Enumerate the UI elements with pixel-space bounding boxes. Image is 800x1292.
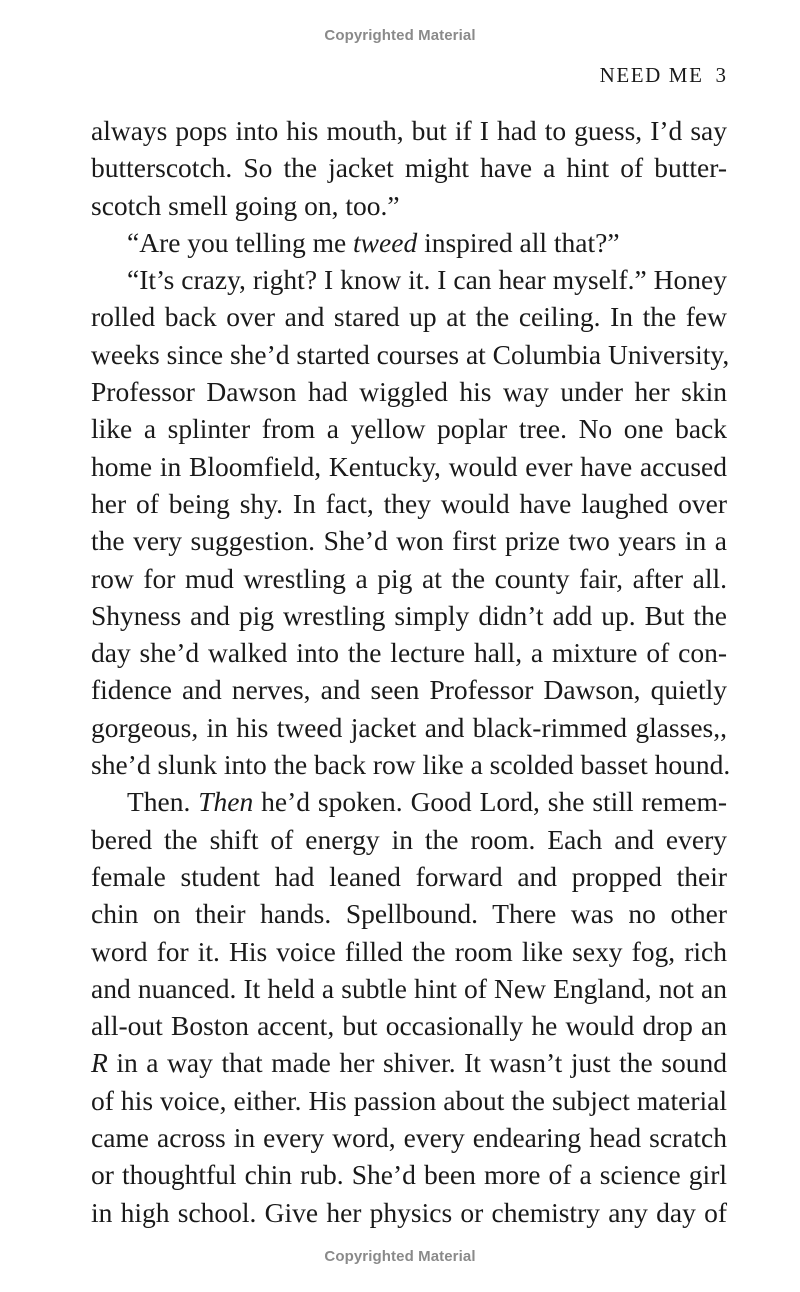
text-line: “Are you telling me tweed inspired all that?” (127, 226, 620, 258)
text-line: or thoughtful chin rub. She’d been more of a science girl (91, 1159, 727, 1191)
text-line: she’d slunk into the back row like a scolded basset hound. (91, 749, 731, 781)
text-line: day she’d walked into the lecture hall, a mixture of con- (91, 637, 727, 669)
text-line: the very suggestion. She’d won first prize two years in a (91, 525, 727, 557)
text-line: female student had leaned forward and propped their (91, 860, 727, 892)
book-title: NEED ME (599, 63, 704, 87)
text-line: like a splinter from a yellow poplar tree. No one back (91, 413, 727, 445)
text-line: Shyness and pig wrestling simply didn’t add up. But the (91, 599, 727, 631)
text-line: Professor Dawson had wiggled his way under her skin (91, 376, 727, 408)
text-line: and nuanced. It held a subtle hint of New England, not an (91, 972, 727, 1004)
emphasis: R (91, 1047, 108, 1079)
text-line: row for mud wrestling a pig at the county fair, after all. (91, 562, 727, 594)
text-line: in high school. Give her physics or chemistry any day of (91, 1196, 727, 1228)
text-line: gorgeous, in his tweed jacket and black-rimmed glasses,, (91, 711, 727, 743)
text-line: “It’s crazy, right? I know it. I can hear myself.” Honey (127, 264, 727, 296)
text-line: Then. Then he’d spoken. Good Lord, she still remem- (127, 786, 727, 818)
copyright-watermark-top: Copyrighted Material (324, 27, 476, 44)
text-line: weeks since she’d started courses at Columbia University, (91, 338, 730, 370)
page-number: 3 (715, 63, 726, 87)
body-text (91, 112, 731, 1231)
text-line: bered the shift of energy in the room. Each and every (91, 823, 727, 855)
text-line: always pops into his mouth, but if I had to guess, I’d say (91, 115, 727, 146)
text-line: scotch smell going on, too.” (91, 189, 400, 221)
emphasis: tweed (353, 226, 418, 258)
text-line: came across in every word, every endearing head scratch (91, 1122, 727, 1154)
emphasis: Then (198, 786, 254, 818)
text-line: word for it. His voice filled the room like sexy fog, rich (91, 935, 727, 967)
text-line: home in Bloomfield, Kentucky, would ever have accused (91, 450, 727, 482)
text-line: all-out Boston accent, but occasionally he would drop an (91, 1010, 727, 1042)
copyright-watermark-bottom: Copyrighted Material (324, 1248, 476, 1265)
text-line: chin on their hands. Spellbound. There was no other (91, 898, 727, 930)
text-line: fidence and nerves, and seen Professor Dawson, quietly (91, 674, 727, 706)
text-line: her of being shy. In fact, they would have laughed over (91, 487, 727, 519)
text-line: rolled back over and stared up at the ceiling. In the few (91, 301, 727, 333)
running-head (600, 63, 726, 88)
text-line: of his voice, either. His passion about the subject material (91, 1084, 727, 1116)
text-line: butterscotch. So the jacket might have a hint of butter- (91, 152, 727, 184)
text-line: R in a way that made her shiver. It wasn’t just the sound (91, 1047, 727, 1079)
